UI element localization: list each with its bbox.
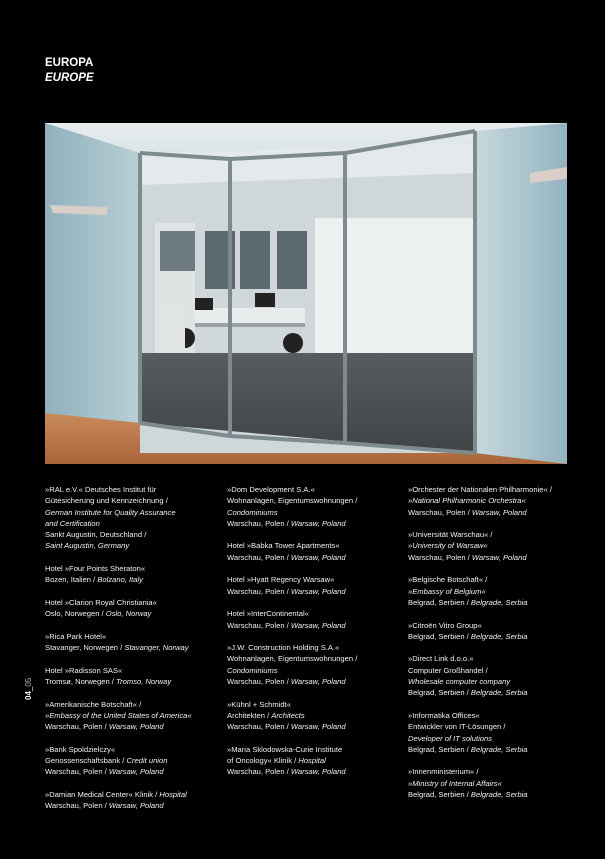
reference-text: »Informatika Offices«: [408, 710, 480, 720]
heading-german: EUROPA: [45, 57, 94, 69]
reference-text-english: Warsaw, Poland: [290, 620, 346, 630]
reference-text-english: »University of Warsaw«: [408, 541, 488, 551]
reference-text: Gütesicherung und Kennzeichnung /: [45, 496, 168, 506]
reference-text: Sankt Augustin, Deutschland /: [45, 530, 147, 540]
reference-line: [45, 529, 223, 540]
reference-text-english: Belgrade, Serbia: [470, 790, 528, 800]
reference-text: Warschau, Polen /: [227, 767, 291, 777]
reference-entry: [408, 653, 586, 698]
reference-text: Warschau, Polen /: [227, 677, 291, 687]
reference-text: Stavanger, Norwegen /: [45, 643, 125, 653]
reference-line: [408, 586, 586, 597]
reference-line: [227, 507, 405, 518]
reference-text-english: Hospital: [298, 756, 326, 766]
reference-text: »Direct Link d.o.o.«: [408, 654, 474, 664]
reference-text-english: Belgrade, Serbia: [470, 597, 528, 607]
reference-text: »Innenministerium« /: [408, 767, 479, 777]
reference-text-english: Credit union: [126, 756, 168, 766]
reference-entry: [227, 540, 405, 563]
reference-text: »J.W. Construction Holding S.A.«: [227, 643, 340, 653]
reference-text-english: Condominiums: [227, 507, 278, 517]
reference-text-english: and Certification: [45, 518, 100, 528]
reference-text-english: Warsaw, Poland: [290, 722, 346, 732]
reference-line: [227, 608, 405, 619]
reference-line: [227, 586, 405, 597]
reference-text: Warschau, Polen /: [227, 722, 291, 732]
reference-text: »Bank Spoldzielczy«: [45, 744, 116, 754]
reference-text: Belgrad, Serbien /: [408, 790, 471, 800]
reference-text-english: Saint Augustin, Germany: [45, 541, 130, 551]
reference-text-english: Tromso, Norway: [116, 677, 172, 687]
reference-entry: [227, 699, 405, 733]
reference-text-english: Warsaw, Poland: [290, 677, 346, 687]
reference-text-english: Warsaw, Poland: [108, 767, 164, 777]
reference-entry: [227, 574, 405, 597]
reference-line: [45, 608, 223, 619]
reference-entry: [45, 631, 223, 654]
reference-line: [227, 518, 405, 529]
reference-line: [408, 631, 586, 642]
reference-line: [408, 620, 586, 631]
reference-text: »Dom Development S.A.«: [227, 485, 315, 494]
reference-entry: [45, 744, 223, 778]
reference-text-english: Condominiums: [227, 665, 278, 675]
reference-text-english: Warsaw, Poland: [290, 767, 346, 777]
reference-line: [45, 574, 223, 585]
reference-line: [408, 552, 586, 563]
reference-text: Hotel »Babka Tower Apartments«: [227, 541, 340, 551]
reference-line: [45, 597, 223, 608]
reference-entry: [227, 608, 405, 631]
reference-text: Belgrad, Serbien /: [408, 631, 471, 641]
reference-text-english: Developer of IT solutions: [408, 733, 492, 743]
reference-line: [45, 631, 223, 642]
reference-entry: [45, 665, 223, 688]
reference-text-english: Belgrade, Serbia: [470, 688, 528, 698]
reference-text: Wohnanlagen, Eigentumswohnungen /: [227, 654, 358, 664]
reference-line: [227, 620, 405, 631]
reference-text-english: Stavanger, Norway: [124, 643, 189, 653]
reference-line: [45, 766, 223, 777]
reference-line: [408, 495, 586, 506]
reference-text: Computer Großhandel /: [408, 665, 488, 675]
reference-line: [227, 676, 405, 687]
reference-text-english: Belgrade, Serbia: [470, 631, 528, 641]
reference-text: Warschau, Polen /: [227, 620, 291, 630]
reference-text-english: Architects: [271, 710, 305, 720]
reference-text: Warschau, Polen /: [408, 507, 472, 517]
reference-text: Warschau, Polen /: [45, 722, 109, 732]
reference-text-english: »Ministry of Internal Affairs«: [408, 778, 502, 788]
reference-text: »RAL e.V.« Deutsches Institut für: [45, 485, 157, 494]
page-edge: [605, 0, 612, 859]
reference-line: [408, 766, 586, 777]
heading-english: EUROPE: [45, 72, 94, 84]
reference-line: [45, 744, 223, 755]
reference-line: [227, 766, 405, 777]
reference-line: [408, 484, 586, 495]
reference-text-english: Warsaw, Poland: [471, 507, 527, 517]
reference-text: »Orchester der Nationalen Philharmonie« /: [408, 485, 552, 494]
reference-text: »Amerikanische Botschaft« /: [45, 699, 142, 709]
reference-line: [45, 518, 223, 529]
reference-text: Architekten /: [227, 710, 272, 720]
reference-text: Genossenschaftsbank /: [45, 756, 127, 766]
reference-line: [408, 540, 586, 551]
reference-line: [227, 755, 405, 766]
reference-text-english: Warsaw, Poland: [108, 801, 164, 811]
reference-entry: [45, 563, 223, 586]
reference-text: Hotel »Radisson SAS«: [45, 665, 123, 675]
reference-line: [227, 744, 405, 755]
reference-line: [227, 484, 405, 495]
reference-line: [227, 710, 405, 721]
reference-text-english: Hospital: [159, 790, 187, 800]
reference-text-english: Belgrade, Serbia: [470, 744, 528, 754]
reference-line: [408, 710, 586, 721]
reference-entry: [408, 710, 586, 755]
reference-line: [408, 778, 586, 789]
reference-text-english: Oslo, Norway: [105, 609, 152, 619]
reference-entry: [408, 766, 586, 800]
reference-line: [227, 721, 405, 732]
reference-text-english: Warsaw, Poland: [290, 586, 346, 596]
reference-line: [408, 665, 586, 676]
reference-line: [227, 540, 405, 551]
reference-line: [408, 529, 586, 540]
reference-line: [408, 507, 586, 518]
reference-line: [45, 676, 223, 687]
reference-entry: [45, 597, 223, 620]
reference-line: [227, 574, 405, 585]
reference-text: Warschau, Polen /: [408, 552, 472, 562]
reference-line: [408, 597, 586, 608]
reference-text: »Belgische Botschaft« /: [408, 575, 488, 585]
reference-line: [408, 733, 586, 744]
reference-text: »Rica Park Hotel«: [45, 631, 107, 641]
reference-text: Bozen, Italien /: [45, 575, 98, 585]
reference-text-english: Wholesale computer company: [408, 677, 511, 687]
page-number: [24, 678, 33, 700]
reference-text: Belgrad, Serbien /: [408, 744, 471, 754]
reference-line: [408, 744, 586, 755]
reference-text: Warschau, Polen /: [227, 586, 291, 596]
reference-entry: [45, 789, 223, 812]
reference-line: [45, 540, 223, 551]
reference-line: [45, 699, 223, 710]
reference-text: Belgrad, Serbien /: [408, 688, 471, 698]
reference-entry: [45, 699, 223, 733]
reference-text-english: Warsaw, Poland: [290, 518, 346, 528]
reference-line: [227, 653, 405, 664]
reference-text: »Kühnl + Schmidt«: [227, 699, 291, 709]
reference-line: [227, 552, 405, 563]
reference-entry: [408, 484, 586, 518]
reference-line: [408, 687, 586, 698]
reference-entry: [408, 529, 586, 563]
reference-text: Hotel »Clarion Royal Christiania«: [45, 597, 157, 607]
reference-text: »Maria Sklodowska-Curie Institute: [227, 744, 343, 754]
reference-line: [45, 484, 223, 495]
reference-line: [45, 755, 223, 766]
reference-text-english: »National Philharmonic Orchestra«: [408, 496, 526, 506]
reference-text: Warschau, Polen /: [45, 767, 109, 777]
reference-entry: [45, 484, 223, 552]
reference-text: Tromsø, Norwegen /: [45, 677, 117, 687]
reference-text: Belgrad, Serbien /: [408, 597, 471, 607]
reference-text: »Damian Medical Center« Klinik /: [45, 790, 160, 800]
page-number-next: 05: [24, 677, 33, 687]
reference-line: [45, 800, 223, 811]
reference-text: Entwickler von IT-Lösungen /: [408, 722, 506, 732]
reference-text: Wohnanlagen, Eigentumswohnungen /: [227, 496, 358, 506]
reference-line: [45, 721, 223, 732]
reference-column-3: [408, 484, 586, 812]
reference-column-1: [45, 484, 223, 823]
reference-entry: [227, 642, 405, 687]
page-number-current: 04: [24, 691, 33, 700]
page-number-separator: _: [24, 686, 33, 692]
reference-text: Warschau, Polen /: [227, 552, 291, 562]
reference-line: [45, 495, 223, 506]
reference-text: Hotel »InterContinental«: [227, 609, 309, 619]
reference-text-english: Warsaw, Poland: [290, 552, 346, 562]
reference-text-english: Bolzano, Italy: [97, 575, 143, 585]
reference-text: »Universität Warschau« /: [408, 530, 493, 540]
reference-line: [45, 507, 223, 518]
reference-text: of Oncology« Klinik /: [227, 756, 299, 766]
reference-text: Warschau, Polen /: [45, 801, 109, 811]
reference-text-english: German Institute for Quality Assurance: [45, 507, 176, 517]
reference-text: Hotel »Four Points Sheraton«: [45, 564, 146, 574]
reference-text-english: »Embassy of Belgium«: [408, 586, 486, 596]
reference-entry: [408, 620, 586, 643]
office-glass-partition-photo: [45, 123, 567, 464]
reference-line: [227, 495, 405, 506]
reference-entry: [227, 484, 405, 529]
reference-entry: [227, 744, 405, 778]
reference-text-english: »Embassy of the United States of America«: [45, 710, 192, 720]
reference-column-2: [227, 484, 405, 789]
reference-text-english: Warsaw, Poland: [108, 722, 164, 732]
reference-text: Warschau, Polen /: [227, 518, 291, 528]
reference-text: »Citroën Vitro Group«: [408, 620, 482, 630]
reference-line: [45, 789, 223, 800]
reference-line: [227, 699, 405, 710]
reference-line: [408, 721, 586, 732]
reference-line: [408, 653, 586, 664]
reference-entry: [408, 574, 586, 608]
reference-line: [408, 574, 586, 585]
reference-line: [408, 676, 586, 687]
reference-text-english: Warsaw, Poland: [471, 552, 527, 562]
reference-text: Oslo, Norwegen /: [45, 609, 106, 619]
reference-line: [45, 563, 223, 574]
reference-line: [227, 642, 405, 653]
reference-line: [408, 789, 586, 800]
reference-line: [45, 642, 223, 653]
reference-line: [227, 665, 405, 676]
reference-text: Hotel »Hyatt Regency Warsaw«: [227, 575, 335, 585]
reference-line: [45, 665, 223, 676]
reference-line: [45, 710, 223, 721]
section-heading: [45, 56, 94, 86]
